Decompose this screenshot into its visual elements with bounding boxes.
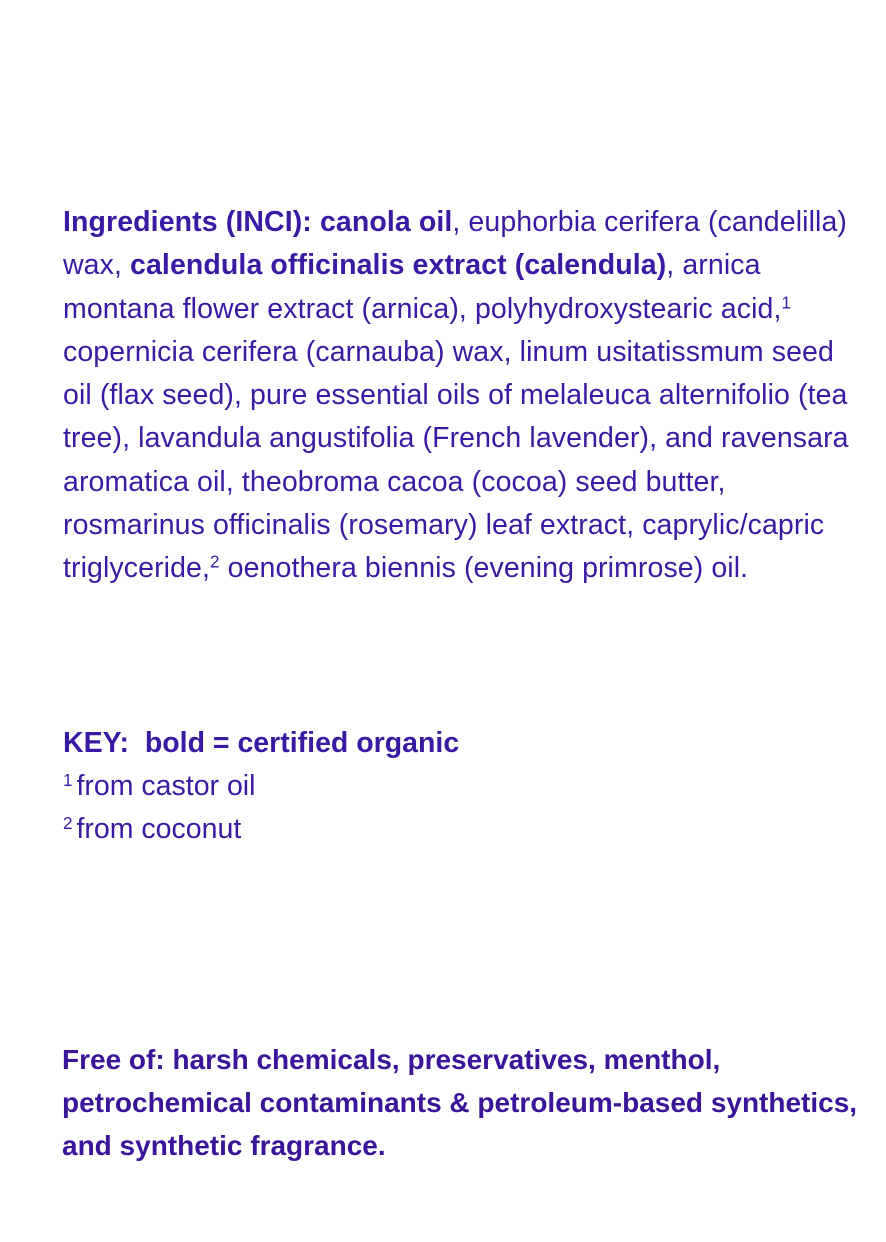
ingredient-canola-oil: canola oil xyxy=(319,206,453,238)
footnote-2-text: from coconut xyxy=(76,813,242,845)
footnote-marker-1: 1 xyxy=(781,293,792,313)
footnote-2-marker: 2 xyxy=(63,813,73,833)
key-section xyxy=(63,722,823,851)
ingredients-text-3: copernicia cerifera (carnauba) wax, linum usitatissmum seed oil (flax seed), pure essential oils of melaleuca alternifolio (tea tree), lavandula angustifolia (French lavender), and ravensara aromatica oil, theobroma cacoa (cocoa) seed butter, rosmarinus officinalis (rosemary) leaf extract, caprylic/capric triglyceride, xyxy=(63,335,849,585)
ingredients-text-1: , euphorbia cerifera (candelilla) wax, xyxy=(63,206,847,282)
ingredients-text-2: , arnica montana flower extract (arnica), polyhydroxystearic acid, xyxy=(63,249,782,325)
footnote-marker-2: 2 xyxy=(210,552,220,572)
footnote-1 xyxy=(63,765,823,808)
ingredients-text-4: oenothera biennis (evening primrose) oil. xyxy=(219,552,749,585)
key-title xyxy=(63,722,823,765)
key-meaning: bold = certified organic xyxy=(144,727,460,759)
footnote-1-marker: 1 xyxy=(63,770,73,790)
ingredients-paragraph xyxy=(63,201,863,591)
ingredient-calendula: calendula officinalis extract (calendula) xyxy=(130,249,667,282)
key-label: KEY: xyxy=(63,727,129,759)
free-of-statement: Free of: harsh chemicals, preservatives, menthol, petrochemical contaminants & petroleum-based synthetics, and synthetic fragrance. xyxy=(62,1044,858,1161)
ingredients-label: Ingredients (INCI): xyxy=(63,206,312,238)
footnote-2 xyxy=(63,808,823,851)
footnote-1-text: from castor oil xyxy=(76,770,256,802)
